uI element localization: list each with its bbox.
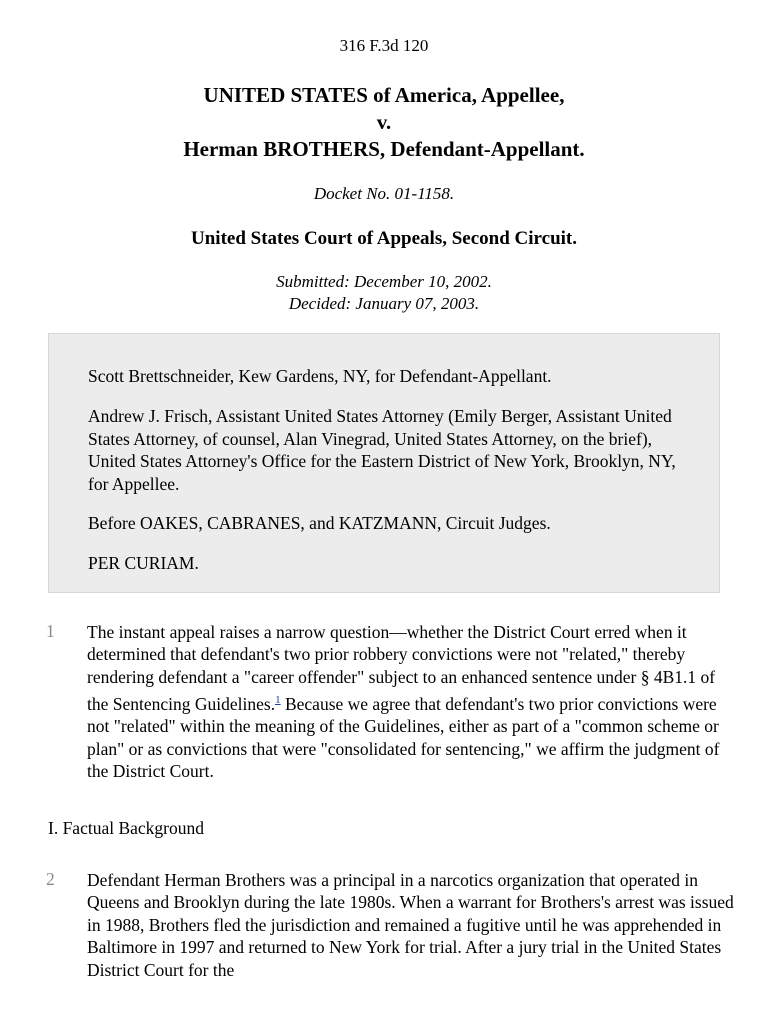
case-citation: 316 F.3d 120 (339, 36, 429, 55)
counsel-appellant: Scott Brettschneider, Kew Gardens, NY, for Defendant-Appellant. (88, 366, 552, 386)
court-name: United States Court of Appeals, Second Circuit. (191, 228, 577, 249)
case-dates (0, 271, 768, 315)
paragraph-number: 1 (46, 621, 55, 641)
judges-panel: Before OAKES, CABRANES, and KATZMANN, Circuit Judges. (88, 513, 551, 533)
per-curiam: PER CURIAM. (88, 553, 199, 573)
caption-appellee: UNITED STATES of America, Appellee, (203, 83, 565, 107)
counsel-appellee: Andrew J. Frisch, Assistant United States Attorney (Emily Berger, Assistant United States Attorney, of counsel, Alan Vinegrad, United States Attorney, on the brief), United States Attorney's Office for the Eastern District of New York, Brooklyn, NY, for Appellee. (88, 406, 676, 494)
section-heading: I. Factual Background (48, 818, 204, 838)
caption-versus: v. (376, 110, 392, 134)
paragraph-text (87, 621, 737, 783)
counsel-panel (48, 333, 720, 593)
decided-date: Decided: January 07, 2003. (288, 294, 480, 313)
paragraph-number: 2 (46, 869, 55, 889)
paragraph-text-part: Because we agree that defendant's two prior convictions were not "related" within the meaning of the Guidelines, either as part of a "common scheme or plan" or as convictions that were "consolidated for sentencing," we affirm the judgment of the District Court. (87, 694, 720, 782)
caption-appellant: Herman BROTHERS, Defendant-Appellant. (183, 137, 585, 161)
case-caption (0, 82, 768, 163)
paragraph-text: Defendant Herman Brothers was a principal in a narcotics organization that operated in Queens and Brooklyn during the late 1980s. When a warrant for Brothers's arrest was issued in 1988, Brothers fled the jurisdiction and remained a fugitive until he was apprehended in Baltimore in 1997 and returned to New York for trial. After a jury trial in the United States District Court for the (87, 870, 734, 980)
docket-number: Docket No. 01-1158. (313, 184, 455, 203)
footnote-link[interactable]: 1 (275, 694, 281, 707)
paragraph-text-part: The instant appeal raises a narrow question—whether the District Court erred when it determined that defendant's two prior robbery convictions were not "related," thereby rendering defendant a "career offender" subject to an enhanced sentence under § 4B1.1 of the Sentencing Guidelines. (87, 622, 716, 715)
submitted-date: Submitted: December 10, 2002. (276, 272, 492, 291)
